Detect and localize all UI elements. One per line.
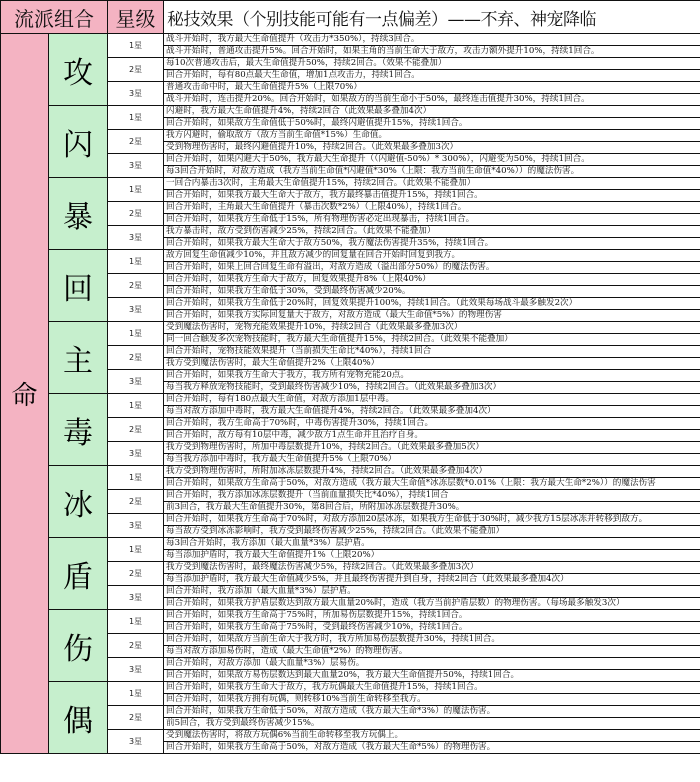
effect-cell: 回合开始时，如果我方生命低于20%时，回复效果提升100%，持续1回合。（此效果每场战斗最多触发2次） — [164, 298, 700, 310]
effect-cell: 回合开始时，如果上回合回复生命有溢出，对敌方造成（溢出部分50%）的魔法伤害。 — [164, 262, 700, 274]
effect-cell: 每10次普通攻击后，最大生命值提升50%，持续2回合。（效果不能叠加） — [164, 58, 700, 70]
group-name-cell: 冰 — [49, 466, 108, 538]
effect-cell: 回合开始时，每有80点最大生命值，增加1点攻击力，持续1回合。 — [164, 70, 700, 82]
effect-cell: 回合开始时，如果我方生命低于15%，所有物理伤害必定出现暴击，持续1回合。 — [164, 214, 700, 226]
star-level-cell: 3星 — [108, 658, 164, 682]
table-row — [1, 394, 700, 406]
effect-cell: 战斗开始时，我方最大生命值提升（攻击力*350%），持续3回合。 — [164, 34, 700, 46]
star-level-cell: 1星 — [108, 610, 164, 634]
effect-cell: 回合开始时，我方添加冰冻层数提升（当前血量损失比*40%），持续1回合 — [164, 490, 700, 502]
effect-cell: 回合开始时，如果我方生命低于50%，对敌方造成（我方最大生命*3%）的魔法伤害。 — [164, 706, 700, 718]
effect-cell: 每当我方释放宠物技能时，受到最终伤害减少10%，持续2回合。（此效果最多叠加3次） — [164, 382, 700, 394]
star-level-cell: 1星 — [108, 106, 164, 130]
effect-cell: 同一回合触发多次宠物技能时，我方最大生命值提升15%，持续2回合。（此效果不能叠加） — [164, 334, 700, 346]
star-level-cell: 2星 — [108, 58, 164, 82]
star-level-cell: 2星 — [108, 706, 164, 730]
star-level-cell: 1星 — [108, 34, 164, 58]
group-name-cell: 毒 — [49, 394, 108, 466]
star-level-cell: 2星 — [108, 562, 164, 586]
effect-cell: 回合开始时，如果我方生命大于敌方，我方玩偶最大生命值提升15%，持续1回合。 — [164, 682, 700, 694]
effect-cell: 每3回合开始时，对敌方造成（我方当前生命值*闪避值*30%（上限：我方当前生命值*40%））的魔法伤害。 — [164, 166, 700, 178]
group-name-cell: 回 — [49, 250, 108, 322]
star-level-cell: 3星 — [108, 370, 164, 394]
effect-cell: 前3回合，我方最大生命值提升30%，第8回合后，所附加冰冻层数提升30%。 — [164, 502, 700, 514]
star-level-cell: 1星 — [108, 682, 164, 706]
table-row — [1, 466, 700, 478]
school-cell: 命 — [1, 34, 49, 754]
group-name-cell: 盾 — [49, 538, 108, 610]
star-level-cell: 1星 — [108, 322, 164, 346]
star-level-cell: 2星 — [108, 634, 164, 658]
effect-cell: 我方受到魔法伤害时，最终魔法伤害减少5%，持续2回合。（此效果最多叠加3次） — [164, 562, 700, 574]
effect-cell: 我方受到物理伤害时，所加中毒层数提升10%，持续2回合。（此效果最多叠加5次） — [164, 442, 700, 454]
effect-cell: 回合开始时，如果我方最大生命大于敌方，我方最终暴击值提升15%，持续1回合。 — [164, 190, 700, 202]
star-level-cell: 1星 — [108, 178, 164, 202]
effect-cell: 回合开始时，如果我方生命高于75%时，所加易伤层数提升15%，持续1回合。 — [164, 610, 700, 622]
effect-cell: 回合开始时，如果我方最大生命大于敌方50%，我方魔法伤害提升35%，持续1回合。 — [164, 238, 700, 250]
star-level-cell: 2星 — [108, 346, 164, 370]
effect-cell: 回合开始时，宠物技能效果提升（当前损失生命比*40%），持续1回合 — [164, 346, 700, 358]
effect-cell: 每3回合开始时，我方添加（最大血量*3%）层护盾。 — [164, 538, 700, 550]
effect-cell: 普通攻击命中时，最大生命值提升5%（上限70%） — [164, 82, 700, 94]
effect-cell: 回合开始时，如果敌方生命值低于50%时，最终闪避值提升15%，持续1回合。 — [164, 118, 700, 130]
effect-cell: 回合开始时，每有180点最大生命值，对敌方添加1层中毒。 — [164, 394, 700, 406]
star-level-cell: 1星 — [108, 394, 164, 418]
star-level-cell: 2星 — [108, 274, 164, 298]
star-level-cell: 3星 — [108, 226, 164, 250]
effect-cell: 回合开始时，如果我方生命高于70%时，对敌方添加20层冰冻，如果我方生命低于30%时，减少我方15层冰冻并转移到敌方。 — [164, 514, 700, 526]
table-body — [1, 34, 700, 754]
star-level-cell: 3星 — [108, 154, 164, 178]
group-name-cell: 伤 — [49, 610, 108, 682]
header-effect: 秘技效果（个别技能可能有一点偏差）——不弃、神宠降临 — [164, 1, 700, 34]
effect-cell: 我方闪避时，偷取敌方（敌方当前生命值*15%）生命值。 — [164, 130, 700, 142]
effect-cell: 每当添加护盾时，我方最大生命值减少5%，并且最终伤害提升到自身，持续2回合（此效果最多叠加4次） — [164, 574, 700, 586]
effect-cell: 回合开始时，我方添加（最大血量*3%）层护盾。 — [164, 586, 700, 598]
effect-cell: 前5回合，我方受到最终伤害减少15%。 — [164, 718, 700, 730]
effect-cell: 回合开始时，如果敌方易伤层数达到最大血量20%，我方最大生命值提升50%，持续1回合。 — [164, 670, 700, 682]
table-row — [1, 178, 700, 190]
effect-cell: 受到魔法伤害时，将敌方玩偶6%当前生命转移至我方玩偶上。 — [164, 730, 700, 742]
effect-cell: 回合开始时，如果我方生命高于75%时，受到最终伤害减少10%，持续1回合。 — [164, 622, 700, 634]
star-level-cell: 3星 — [108, 298, 164, 322]
group-name-cell: 偶 — [49, 682, 108, 754]
effect-cell: 战斗开始时，普通攻击提升5%。回合开始时，如果主角的当前生命大于敌方，攻击力额外提升10%，持续1回合。 — [164, 46, 700, 58]
effect-cell: 我方暴击时，敌方受到伤害减少25%，持续2回合。（此效果不能叠加） — [164, 226, 700, 238]
effect-cell: 受到魔法伤害时，宠物充能效果提升10%，持续2回合（此效果最多叠加3次） — [164, 322, 700, 334]
effect-cell: 回合开始时，如果我方护盾层数达到敌方最大血量20%时，造成（我方当前护盾层数）的物理伤害。（每场最多触发3次） — [164, 598, 700, 610]
table-row — [1, 538, 700, 550]
effect-cell: 回合开始时，如果我方生命低于30%，受到最终伤害减少20%。 — [164, 286, 700, 298]
effect-cell: 每当对敌方添加易伤时，造成（最大生命值*2%）的物理伤害。 — [164, 646, 700, 658]
star-level-cell: 2星 — [108, 130, 164, 154]
star-level-cell: 2星 — [108, 418, 164, 442]
star-level-cell: 3星 — [108, 730, 164, 754]
effect-cell: 受到物理伤害时，最终闪避值提升10%，持续2回合。（此效果最多叠加3次） — [164, 142, 700, 154]
effect-cell: 回合开始时，我方生命高于70%时，中毒伤害提升30%，持续1回合。 — [164, 418, 700, 430]
group-name-cell: 主 — [49, 322, 108, 394]
effect-cell: 回合开始时，敌方每有10层中毒，减少敌方1点生命并且治疗自身。 — [164, 430, 700, 442]
effect-cell: 回合开始时，对敌方添加（最大血量*3%）层易伤。 — [164, 658, 700, 670]
table-row — [1, 322, 700, 334]
effect-cell: 回合开始时，主角最大生命值提升（暴击次数*2%）（上限40%），持续1回合。 — [164, 202, 700, 214]
effect-cell: 我方受到物理伤害时，所附加冰冻层数提升4%，持续2回合。（此效果最多叠加4次） — [164, 466, 700, 478]
star-level-cell: 3星 — [108, 586, 164, 610]
star-level-cell: 3星 — [108, 442, 164, 466]
star-level-cell: 3星 — [108, 82, 164, 106]
table-row — [1, 682, 700, 694]
star-level-cell: 1星 — [108, 538, 164, 562]
effect-cell: 回合开始时，如果闪避大于50%，我方最大生命提升（（闪避值-50%）* 300%），闪避变为50%，持续1回合。 — [164, 154, 700, 166]
table-row — [1, 250, 700, 262]
effect-cell: 回合开始时，如果我方生命高于50%，对敌方造成（我方最大生命*5%）的物理伤害。 — [164, 742, 700, 754]
star-level-cell: 3星 — [108, 514, 164, 538]
effect-cell: 回合开始时，如果敌方当前生命大于我方时，我方所加易伤层数提升30%，持续1回合。 — [164, 634, 700, 646]
group-name-cell: 攻 — [49, 34, 108, 106]
header-star: 星级 — [108, 1, 164, 34]
table-row — [1, 106, 700, 118]
star-level-cell: 1星 — [108, 250, 164, 274]
star-level-cell: 2星 — [108, 490, 164, 514]
effect-cell: 战斗开始时，连击提升20%。回合开始时，如果敌方的当前生命小于50%，最终连击值提升30%，持续1回合。 — [164, 94, 700, 106]
effect-cell: 每当我方添加中毒时，我方最大生命值提升5%（上限70%） — [164, 454, 700, 466]
group-name-cell: 闪 — [49, 106, 108, 178]
effect-cell: 敌方回复生命值减少10%，并且敌方减少的回复量在回合开始时回复到我方。 — [164, 250, 700, 262]
effect-cell: 每当敌方受到冰冻影响时，我方受到最终伤害减少25%，持续2回合。（此效果不能叠加） — [164, 526, 700, 538]
effect-cell: 回合开始时，如果敌方生命高于50%，对敌方造成（我方最大生命值*冰冻层数*0.01%（上限：我方最大生命*2%））的魔法伤害 — [164, 478, 700, 490]
effect-cell: 每当添加护盾时，我方最大生命值提升1%（上限20%） — [164, 550, 700, 562]
effect-cell: 我方受到魔法伤害时，最大生命值提升2%（上限40%） — [164, 358, 700, 370]
star-level-cell: 1星 — [108, 466, 164, 490]
star-level-cell: 2星 — [108, 202, 164, 226]
header-school: 流派组合 — [1, 1, 108, 34]
effect-cell: 闪避时，我方最大生命值提升4%，持续2回合（此效果最多叠加4次） — [164, 106, 700, 118]
table-row — [1, 34, 700, 46]
effect-cell: 回合开始时，如果我方生命大于我方，我方所有宠物充能20点。 — [164, 370, 700, 382]
header-row — [1, 1, 700, 34]
table-row — [1, 610, 700, 622]
effect-cell: 回合开始时，如果我方生命大于敌方，回复效果提升8%（上限40%） — [164, 274, 700, 286]
effect-cell: 每当对敌方添加中毒时，我方最大生命值提升4%，持续2回合。（此效果最多叠加4次） — [164, 406, 700, 418]
effect-cell: 回合开始时，如果我方拥有玩偶，则转移10%当前生命转移至我方。 — [164, 694, 700, 706]
group-name-cell: 暴 — [49, 178, 108, 250]
effect-cell: 一回合内暴击3次时，主角最大生命值提升15%，持续2回合。（此效果不能叠加） — [164, 178, 700, 190]
effect-cell: 回合开始时，如果我方实际回复量大于敌方，对敌方造成（最大生命值*5%）的物理伤害 — [164, 310, 700, 322]
